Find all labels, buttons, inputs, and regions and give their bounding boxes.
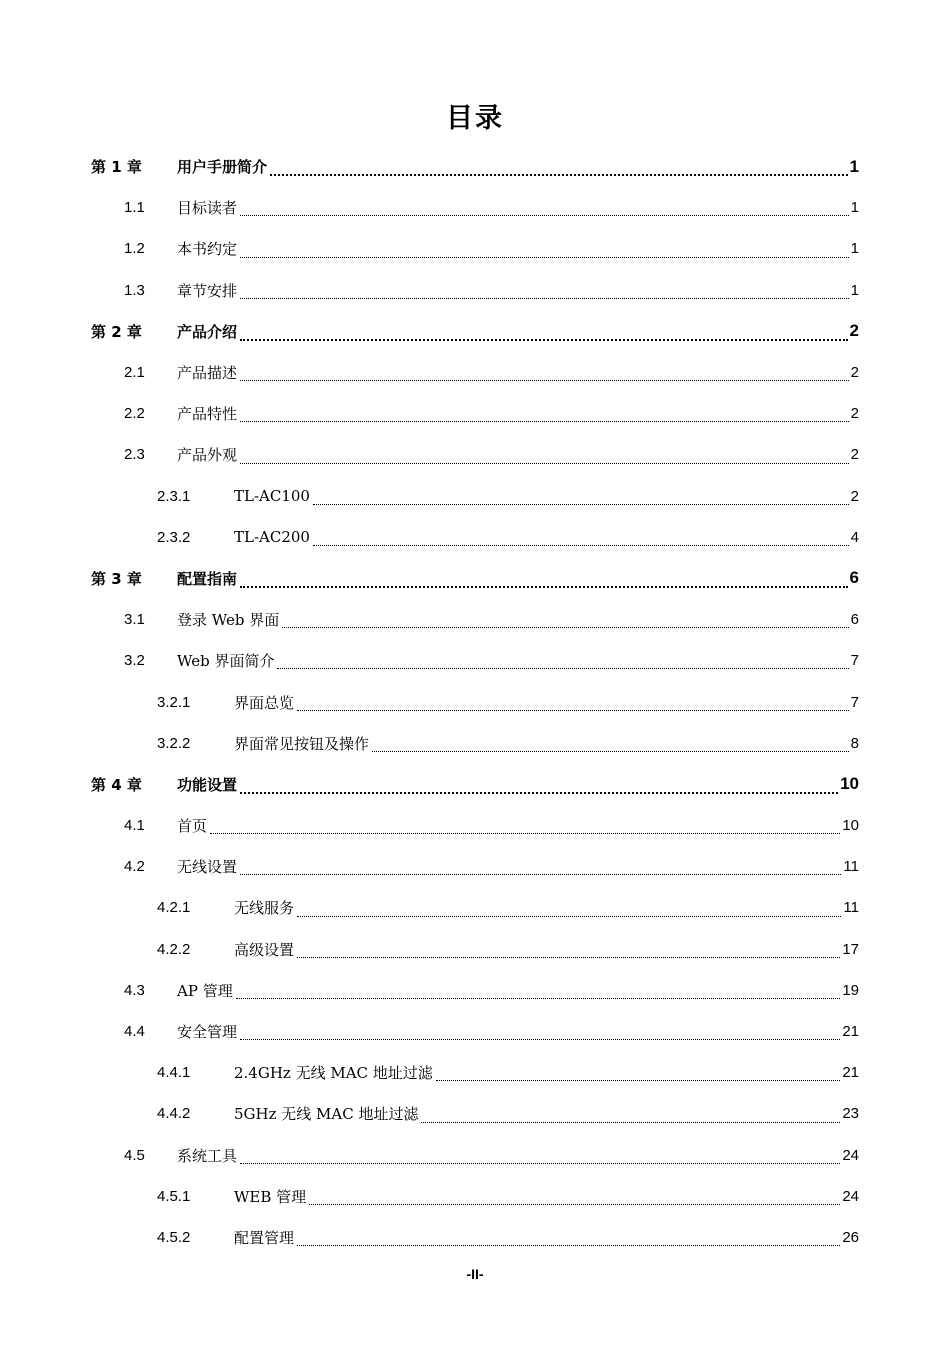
dot-leader bbox=[240, 791, 838, 794]
toc-entry[interactable] bbox=[0, 1217, 950, 1258]
toc-entry-body bbox=[177, 599, 859, 640]
toc-entry-body bbox=[177, 1135, 859, 1176]
toc-entry-page: 17 bbox=[842, 940, 859, 958]
toc-entry-number: 3.2.1 bbox=[157, 693, 191, 711]
toc-entry[interactable] bbox=[0, 270, 950, 311]
toc-entry[interactable] bbox=[0, 476, 950, 517]
toc-entry-number: 4.3 bbox=[124, 981, 145, 999]
toc-entry[interactable] bbox=[0, 887, 950, 928]
dot-leader bbox=[313, 544, 849, 546]
toc-entry-number: 3.2 bbox=[124, 652, 145, 670]
toc-entry-title[interactable]: WEB 管理 bbox=[234, 1187, 307, 1206]
toc-entry-body bbox=[177, 228, 859, 269]
toc-entry-number: 4.4.2 bbox=[157, 1105, 191, 1123]
toc-entry-body bbox=[177, 434, 859, 475]
toc-entry-title[interactable]: 配置指南 bbox=[177, 569, 238, 588]
toc-entry-page: 8 bbox=[850, 734, 859, 752]
toc-entry-page: 11 bbox=[843, 899, 859, 917]
toc-entry-body bbox=[234, 517, 859, 558]
dot-leader bbox=[240, 256, 849, 258]
toc-entry-number: 4.2.1 bbox=[157, 899, 191, 917]
toc-entry-title[interactable]: 目标读者 bbox=[177, 199, 238, 218]
toc-entry-body bbox=[234, 681, 859, 722]
dot-leader bbox=[240, 585, 848, 588]
toc-entry-body bbox=[234, 476, 859, 517]
toc-entry-title[interactable]: 登录 Web 界面 bbox=[177, 611, 280, 630]
toc-entry[interactable] bbox=[0, 1176, 950, 1217]
toc-entry-title[interactable]: 无线服务 bbox=[234, 899, 295, 918]
toc-entry-body bbox=[177, 187, 859, 228]
toc-entry-number: 3.1 bbox=[124, 611, 145, 629]
toc-entry-title[interactable]: TL-AC200 bbox=[234, 528, 310, 547]
toc-entry-body bbox=[177, 146, 859, 187]
toc-entry-number: 1.2 bbox=[124, 240, 145, 258]
toc-entry[interactable] bbox=[0, 352, 950, 393]
toc-entry-page: 19 bbox=[842, 981, 859, 999]
page-title: 目录 bbox=[446, 103, 504, 134]
toc-entry-body bbox=[234, 723, 859, 764]
dot-leader bbox=[240, 214, 849, 216]
toc-entry-body bbox=[177, 393, 859, 434]
toc-entry-title[interactable]: 5GHz 无线 MAC 地址过滤 bbox=[234, 1105, 419, 1124]
toc-entry-title[interactable]: 2.4GHz 无线 MAC 地址过滤 bbox=[234, 1064, 433, 1083]
toc-entry-title[interactable]: 产品介绍 bbox=[177, 322, 238, 341]
toc-entry-body bbox=[234, 887, 859, 928]
toc-entry-title[interactable]: 产品特性 bbox=[177, 405, 238, 424]
toc-entry-page: 24 bbox=[842, 1146, 859, 1164]
toc-entry-title[interactable]: 高级设置 bbox=[234, 940, 295, 959]
toc-entry-page: 23 bbox=[842, 1105, 859, 1123]
toc-entry[interactable] bbox=[0, 805, 950, 846]
toc-entry-title[interactable]: 产品描述 bbox=[177, 364, 238, 383]
toc-entry-number: 2.1 bbox=[124, 364, 145, 382]
toc-entry-body bbox=[177, 311, 859, 352]
toc-entry-number: 4.4.1 bbox=[157, 1064, 191, 1082]
toc-entry-page: 21 bbox=[842, 1064, 859, 1082]
toc-entry-number: 1.3 bbox=[124, 281, 145, 299]
toc-entry-page: 11 bbox=[843, 858, 859, 876]
toc-entry[interactable] bbox=[0, 970, 950, 1011]
toc-entry-page: 10 bbox=[842, 817, 859, 835]
toc-entry-page: 7 bbox=[850, 652, 859, 670]
toc-entry[interactable] bbox=[0, 311, 950, 352]
toc-entry-body bbox=[177, 558, 859, 599]
toc-entry[interactable] bbox=[0, 558, 950, 599]
toc-entry-number: 第 1 章 bbox=[91, 158, 142, 177]
toc-entry-title[interactable]: 用户手册简介 bbox=[177, 158, 268, 177]
dot-leader bbox=[210, 832, 840, 834]
toc-entry-page: 21 bbox=[842, 1023, 859, 1041]
toc-entry[interactable] bbox=[0, 228, 950, 269]
toc-entry-number: 3.2.2 bbox=[157, 734, 191, 752]
toc-entry-page: 2 bbox=[850, 405, 859, 423]
toc-entry-number: 4.5.1 bbox=[157, 1187, 191, 1205]
toc-entry-body bbox=[234, 1176, 859, 1217]
toc-entry-number: 第 3 章 bbox=[91, 569, 142, 588]
toc-entry[interactable] bbox=[0, 187, 950, 228]
table-of-contents bbox=[0, 146, 950, 1258]
toc-entry[interactable] bbox=[0, 1011, 950, 1052]
toc-entry-title[interactable]: 安全管理 bbox=[177, 1023, 238, 1042]
toc-entry-title[interactable]: 无线设置 bbox=[177, 858, 238, 877]
toc-entry-page: 6 bbox=[850, 611, 859, 629]
toc-entry[interactable] bbox=[0, 146, 950, 187]
dot-leader bbox=[240, 1162, 840, 1164]
toc-entry-page: 24 bbox=[842, 1187, 859, 1205]
toc-entry[interactable] bbox=[0, 599, 950, 640]
toc-entry-body bbox=[177, 640, 859, 681]
toc-entry-number: 2.3.1 bbox=[157, 487, 191, 505]
toc-entry-body bbox=[234, 1217, 859, 1258]
toc-entry-page: 2 bbox=[850, 487, 859, 505]
dot-leader bbox=[282, 626, 848, 628]
dot-leader bbox=[313, 503, 849, 505]
toc-entry-body bbox=[177, 352, 859, 393]
toc-entry-number: 4.1 bbox=[124, 817, 145, 835]
toc-entry[interactable] bbox=[0, 723, 950, 764]
dot-leader bbox=[297, 1244, 840, 1246]
toc-entry[interactable] bbox=[0, 846, 950, 887]
toc-entry-number: 4.2 bbox=[124, 858, 145, 876]
toc-entry-title[interactable]: 配置管理 bbox=[234, 1228, 295, 1247]
dot-leader bbox=[297, 915, 841, 917]
toc-entry[interactable] bbox=[0, 393, 950, 434]
toc-entry[interactable] bbox=[0, 1093, 950, 1134]
toc-entry-body bbox=[177, 846, 859, 887]
toc-entry-page: 1 bbox=[850, 199, 859, 217]
toc-entry-body bbox=[234, 929, 859, 970]
toc-entry[interactable] bbox=[0, 640, 950, 681]
toc-entry[interactable] bbox=[0, 1135, 950, 1176]
toc-entry-number: 4.5.2 bbox=[157, 1228, 191, 1246]
dot-leader bbox=[297, 709, 849, 711]
toc-entry[interactable] bbox=[0, 681, 950, 722]
toc-entry[interactable] bbox=[0, 1052, 950, 1093]
toc-entry-title[interactable]: 系统工具 bbox=[177, 1146, 238, 1165]
toc-entry-body bbox=[177, 970, 859, 1011]
toc-entry-page: 26 bbox=[842, 1228, 859, 1246]
dot-leader bbox=[309, 1203, 840, 1205]
toc-entry-number: 2.3.2 bbox=[157, 528, 191, 546]
toc-entry-body bbox=[177, 805, 859, 846]
toc-entry[interactable] bbox=[0, 929, 950, 970]
toc-entry-page: 7 bbox=[850, 693, 859, 711]
toc-entry-number: 4.2.2 bbox=[157, 940, 191, 958]
dot-leader bbox=[240, 379, 849, 381]
toc-entry-title[interactable]: 界面总览 bbox=[234, 693, 295, 712]
dot-leader bbox=[240, 1038, 840, 1040]
dot-leader bbox=[240, 873, 841, 875]
toc-entry-number: 第 4 章 bbox=[91, 775, 142, 794]
toc-entry-page: 4 bbox=[850, 528, 859, 546]
toc-entry-number: 2.3 bbox=[124, 446, 145, 464]
toc-entry-body bbox=[234, 1093, 859, 1134]
toc-entry-title[interactable]: 功能设置 bbox=[177, 775, 238, 794]
toc-entry-page: 1 bbox=[850, 240, 859, 258]
dot-leader bbox=[372, 750, 849, 752]
toc-entry-number: 2.2 bbox=[124, 405, 145, 423]
dot-leader bbox=[270, 173, 848, 176]
toc-entry-page: 2 bbox=[850, 446, 859, 464]
dot-leader bbox=[240, 420, 849, 422]
toc-entry-title[interactable]: 界面常见按钮及操作 bbox=[234, 734, 370, 753]
toc-entry-page: 2 bbox=[850, 364, 859, 382]
dot-leader bbox=[240, 338, 848, 341]
toc-entry-title[interactable]: AP 管理 bbox=[177, 981, 233, 1000]
toc-entry-number: 4.4 bbox=[124, 1023, 145, 1041]
dot-leader bbox=[240, 297, 849, 299]
dot-leader bbox=[240, 462, 849, 464]
toc-entry-number: 1.1 bbox=[124, 199, 145, 217]
dot-leader bbox=[421, 1121, 840, 1123]
dot-leader bbox=[297, 956, 840, 958]
toc-entry-page: 2 bbox=[849, 321, 859, 341]
toc-entry-body bbox=[177, 270, 859, 311]
toc-entry-page: 1 bbox=[850, 281, 859, 299]
toc-entry[interactable] bbox=[0, 764, 950, 805]
toc-entry-body bbox=[177, 1011, 859, 1052]
page-number: -II- bbox=[466, 1266, 484, 1282]
dot-leader bbox=[277, 667, 848, 669]
toc-entry-number: 4.5 bbox=[124, 1146, 145, 1164]
toc-entry-number: 第 2 章 bbox=[91, 322, 142, 341]
toc-entry-title[interactable]: 本书约定 bbox=[177, 240, 238, 259]
dot-leader bbox=[236, 997, 841, 999]
toc-entry-title[interactable]: 首页 bbox=[177, 817, 208, 836]
toc-entry-title[interactable]: 产品外观 bbox=[177, 446, 238, 465]
toc-entry-page: 1 bbox=[849, 156, 859, 176]
toc-entry[interactable] bbox=[0, 434, 950, 475]
toc-entry-page: 10 bbox=[840, 774, 859, 794]
toc-entry-title[interactable]: 章节安排 bbox=[177, 281, 238, 300]
toc-entry[interactable] bbox=[0, 517, 950, 558]
toc-entry-body bbox=[177, 764, 859, 805]
toc-entry-body bbox=[234, 1052, 859, 1093]
toc-entry-page: 6 bbox=[849, 568, 859, 588]
dot-leader bbox=[436, 1079, 841, 1081]
toc-entry-title[interactable]: TL-AC100 bbox=[234, 487, 310, 506]
toc-entry-title[interactable]: Web 界面简介 bbox=[177, 652, 275, 671]
